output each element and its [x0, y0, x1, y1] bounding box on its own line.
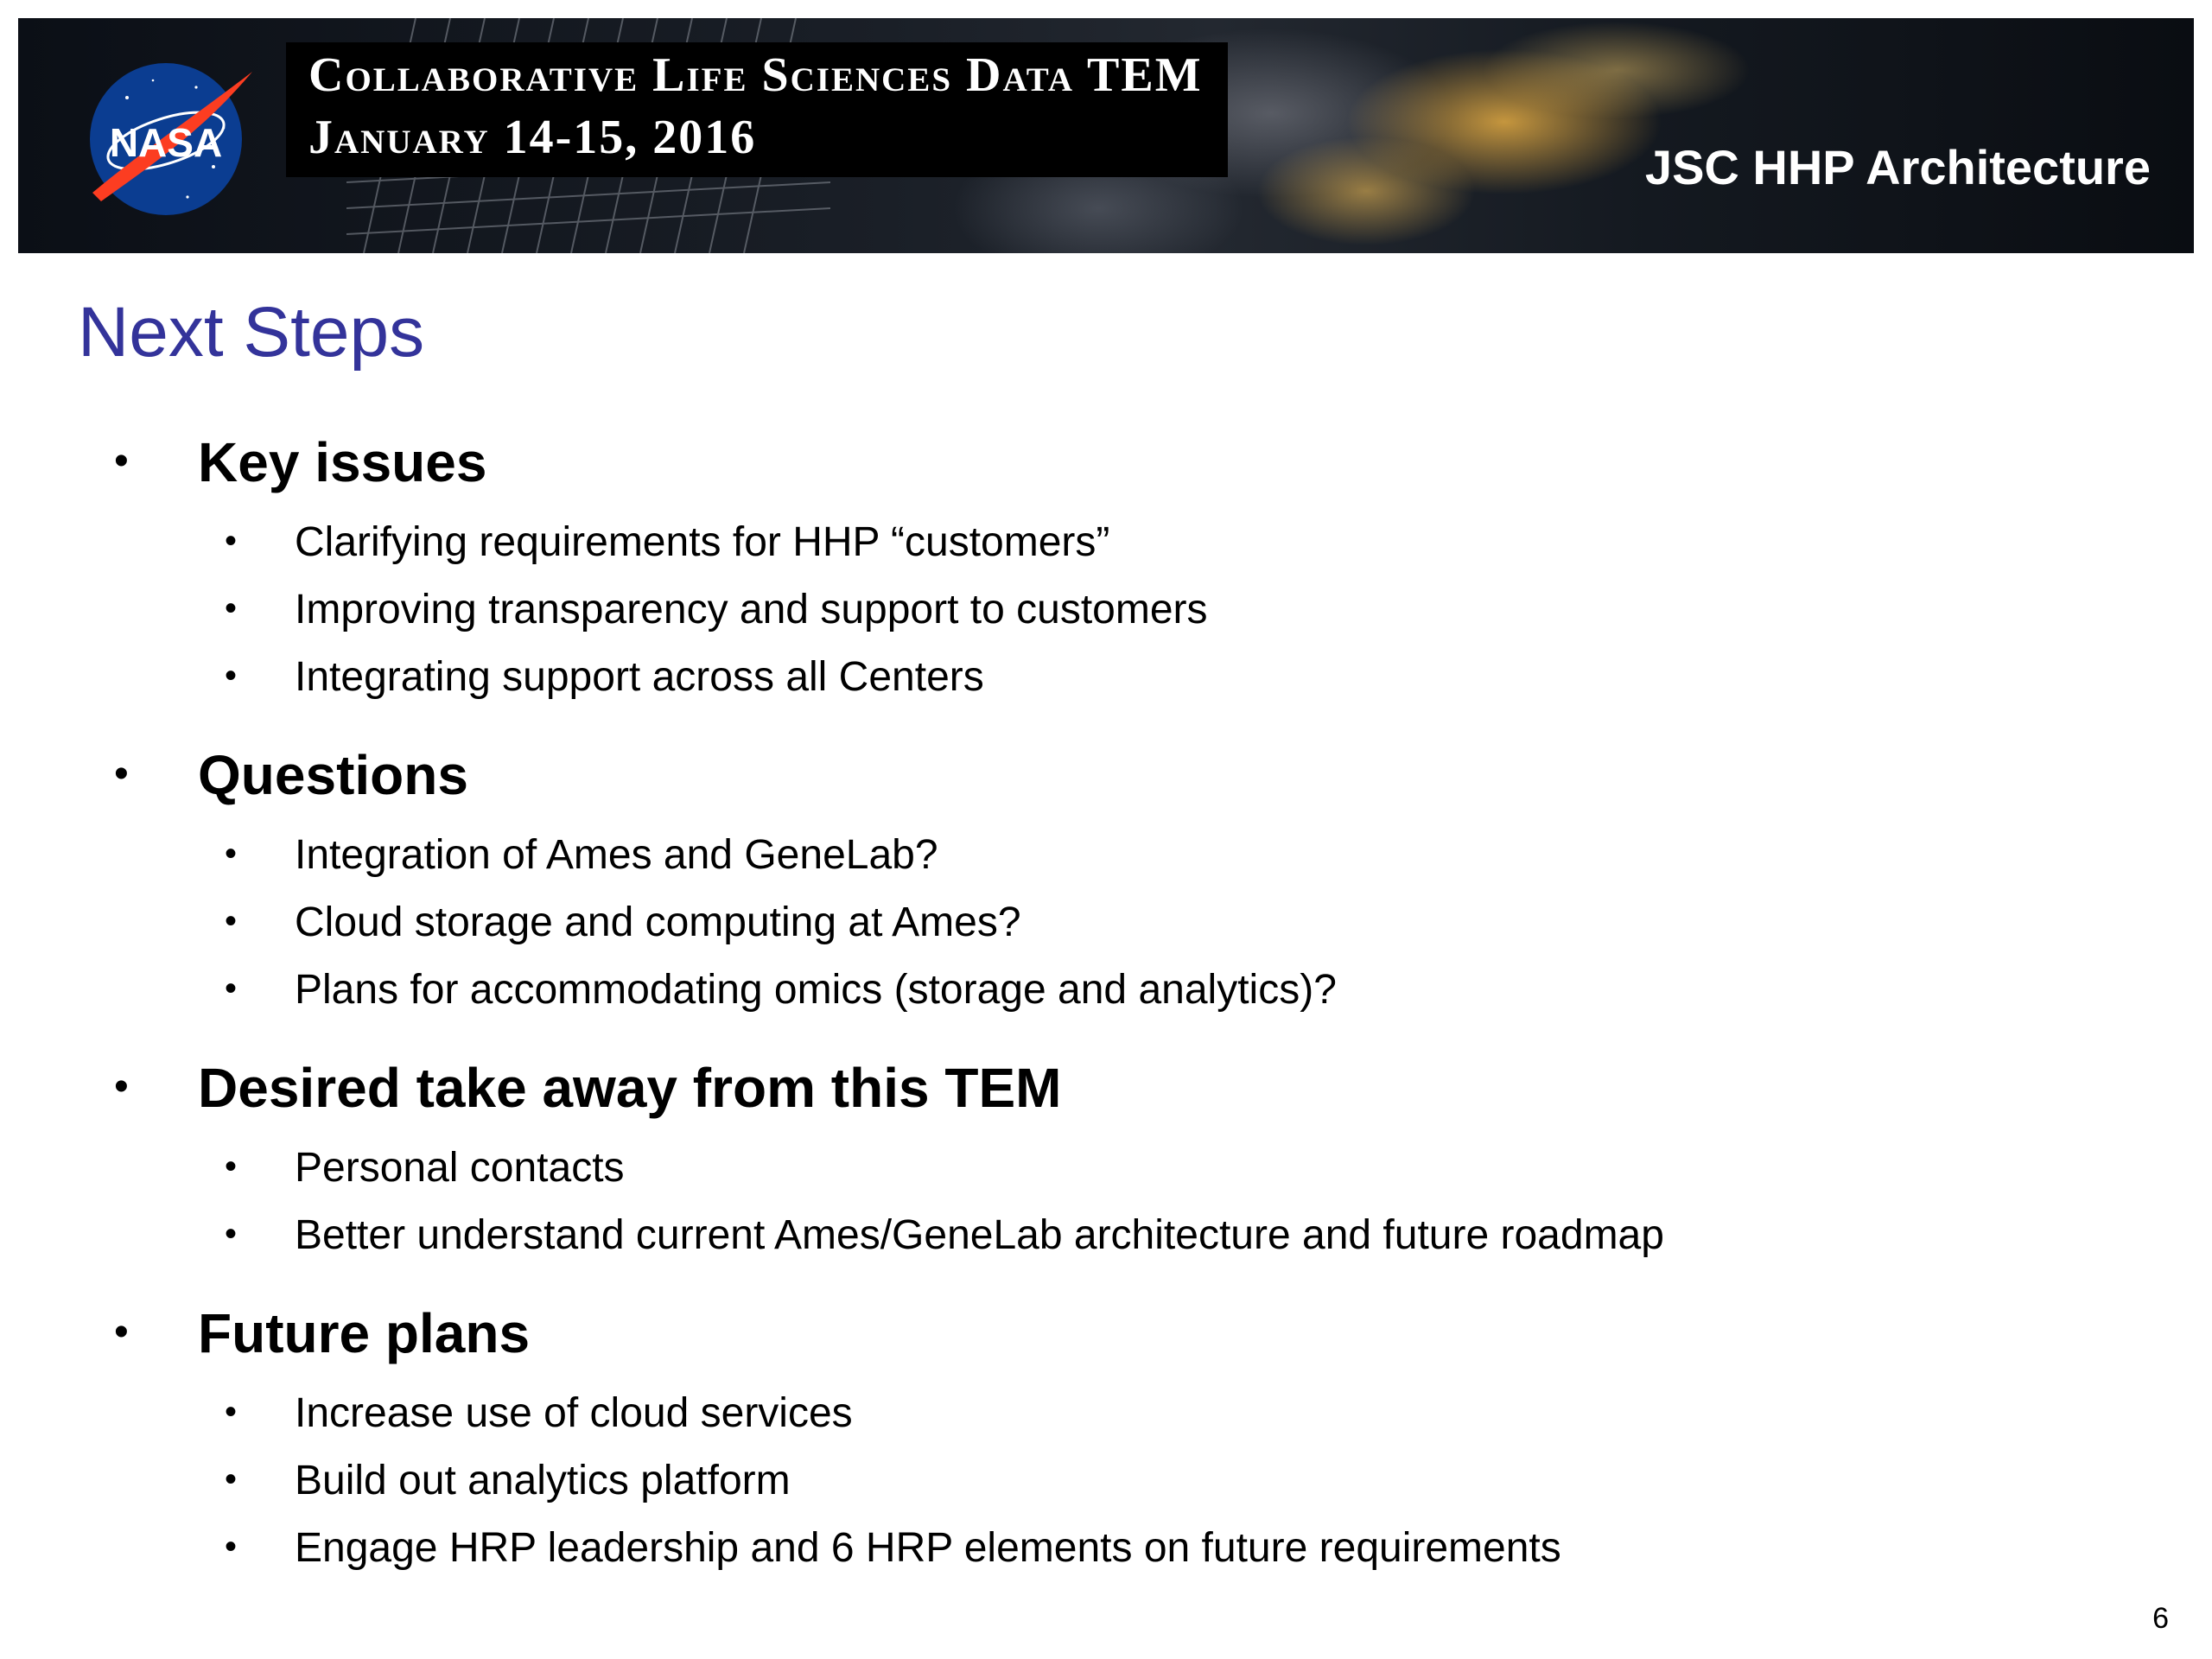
nasa-logo-text: NASA	[109, 120, 223, 165]
list-item-text: Integrating support across all Centers	[295, 654, 984, 700]
bullet: •	[225, 589, 238, 627]
section-heading: Questions	[198, 744, 468, 806]
list-item-text: Cloud storage and computing at Ames?	[295, 899, 1021, 945]
event-title: Collaborative Life Sciences Data TEM	[308, 48, 1203, 102]
page-number: 6	[2152, 1602, 2169, 1635]
list-item-text: Increase use of cloud services	[295, 1390, 853, 1436]
section-heading: Key issues	[198, 431, 487, 493]
list-item-text: Better understand current Ames/GeneLab architecture and future roadmap	[295, 1212, 1664, 1258]
section-heading: Future plans	[198, 1302, 531, 1364]
section-heading: Desired take away from this TEM	[198, 1057, 1062, 1119]
bullet: •	[225, 902, 238, 940]
banner-subtitle: JSC HHP Architecture	[1644, 140, 2151, 194]
bullet: •	[225, 1147, 238, 1185]
bullet: •	[114, 1064, 129, 1109]
bullet: •	[225, 522, 238, 560]
slide-title: Next Steps	[78, 293, 425, 372]
bullet: •	[114, 438, 129, 484]
event-date: January 14-15, 2016	[308, 111, 757, 164]
bullet: •	[114, 751, 129, 797]
list-item-text: Clarifying requirements for HHP “customers”	[295, 519, 1110, 565]
bullet: •	[225, 1528, 238, 1566]
bullet: •	[225, 1393, 238, 1431]
bullet: •	[225, 1460, 238, 1498]
list-item-text: Improving transparency and support to customers	[295, 587, 1208, 632]
bullet: •	[225, 1215, 238, 1253]
bullet: •	[225, 835, 238, 873]
bullet: •	[225, 657, 238, 695]
list-item-text: Personal contacts	[295, 1145, 625, 1191]
list-item-text: Plans for accommodating omics (storage and analytics)?	[295, 967, 1337, 1013]
list-item-text: Build out analytics platform	[295, 1458, 791, 1503]
list-item-text: Engage HRP leadership and 6 HRP elements on future requirements	[295, 1525, 1561, 1571]
list-item-text: Integration of Ames and GeneLab?	[295, 832, 938, 878]
bullet: •	[114, 1309, 129, 1355]
bullet: •	[225, 969, 238, 1007]
